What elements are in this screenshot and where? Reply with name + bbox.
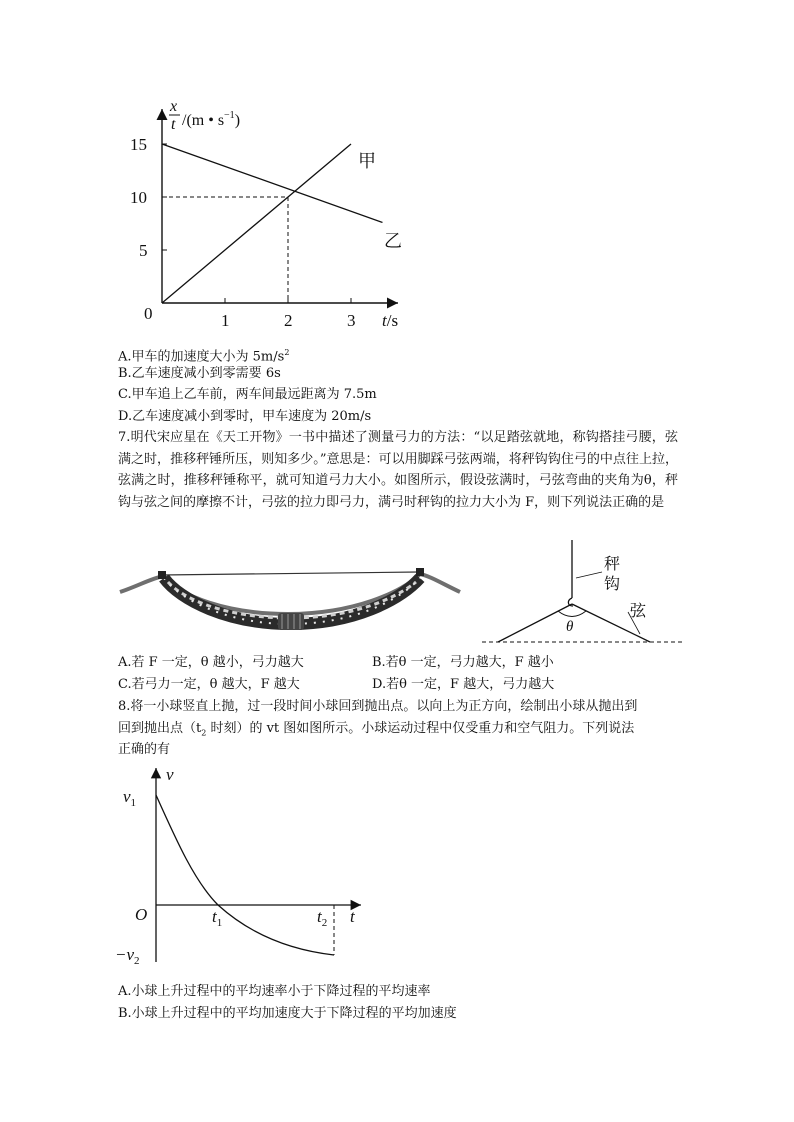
x-axis-label: t/s — [382, 311, 399, 330]
y-axis-label-den: t — [171, 116, 176, 133]
v-axis-label: v — [166, 765, 174, 784]
q8-option-a: A.小球上升过程中的平均速率小于下降过程的平均速率 — [118, 984, 431, 999]
bow-image — [118, 566, 463, 644]
q7-option-b: B.若θ 一定，弓力越大，F 越小 — [372, 655, 554, 670]
q7-option-c: C.若弓力一定，θ 越大，F 越大 — [118, 677, 300, 692]
t-axis-label: t — [350, 907, 355, 926]
y-axis-unit: /(m • $s^{-1}$) — [182, 110, 241, 129]
origin-label: 0 — [144, 304, 153, 323]
q8-stem-line-1: 8.将一小球竖直上抛，过一段时间小球回到抛出点。以向上为正方向，绘制出小球从抛出到 — [118, 699, 638, 714]
y-tick-label: 5 — [139, 241, 148, 260]
string-label: 弦 — [630, 603, 647, 620]
y-axis-label-num: x — [170, 98, 178, 115]
theta-label: θ — [566, 619, 574, 635]
hook-label-2: 钩 — [604, 576, 621, 593]
series-jia-label: 甲 — [358, 151, 376, 171]
y-tick-label: 10 — [130, 188, 147, 207]
hook-string-diagram — [478, 538, 688, 650]
series-jia-line — [162, 144, 351, 303]
neg-v2-label: $-v_2$ — [115, 945, 140, 967]
velocity-ratio-graph — [130, 95, 430, 335]
v1-label: $v_1$ — [123, 787, 137, 809]
q6-option-d: D.乙车速度减小到零时，甲车速度为 20m/s — [118, 409, 372, 424]
q6-option-c: C.甲车追上乙车前，两车间最远距离为 7.5m — [118, 387, 377, 402]
vt-graph — [115, 762, 375, 970]
x-tick-label: 1 — [221, 311, 230, 330]
x-tick-label: 3 — [347, 311, 356, 330]
q7-option-d: D.若θ 一定，F 越大，弓力越大 — [372, 677, 555, 692]
series-yi-label: 乙 — [384, 231, 402, 251]
q7-option-a: A.若 F 一定，θ 越小，弓力越大 — [118, 655, 304, 670]
q8-option-b: B.小球上升过程中的平均加速度大于下降过程的平均加速度 — [118, 1006, 457, 1021]
t2-label: $t_2$ — [317, 907, 328, 929]
x-tick-label: 2 — [284, 311, 293, 330]
q8-stem-line-3: 正确的有 — [118, 742, 171, 757]
t1-label: $t_1$ — [212, 907, 223, 929]
q6-option-b: B.乙车速度减小到零需要 6s — [118, 366, 281, 381]
hook-label-1: 秤 — [604, 556, 621, 573]
y-tick-label: 15 — [130, 135, 147, 154]
q6-option-a: A.甲车的加速度大小为 $5m/s^2$ — [118, 348, 290, 365]
vt-curve — [156, 795, 334, 955]
q7-stem: 7.明代宋应星在《天工开物》一书中描述了测量弓力的方法：“以足踏弦就地，称钩搭挂弓腰，弦满之时，推移秤锤所压，则知多少。”意思是：可以用脚踩弓弦两端，将秤钩钩住弓的中点往上拉，弦满之时，推移秤锤称平，就可知道弓力大小。如图所示，假设弦满时，弓弦弯曲的夹角为θ，秤钩与弦之间的摩擦不计，弓弦的拉力即弓力，满弓时秤钩的拉力大小为 F，则下列说法正确的是 — [118, 430, 678, 510]
q8-stem-line-2: 回到抛出点（$t_2$ 时刻）的 vt 图如图所示。小球运动过程中仅受重力和空气阻力。下列说法 — [118, 721, 635, 738]
origin-o-label: O — [135, 905, 148, 924]
